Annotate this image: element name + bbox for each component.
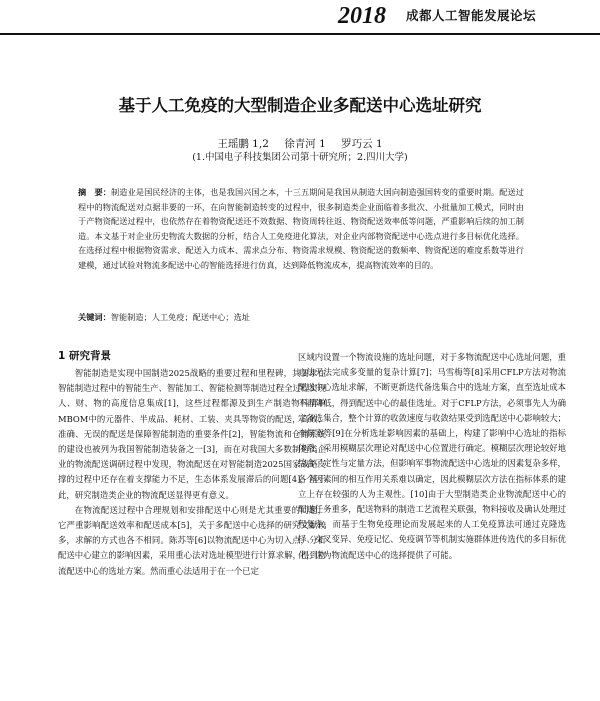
header-journal-title: 成都人工智能发展论坛 xyxy=(406,8,537,23)
abstract-text: 制造业是国民经济的主体，也是我国兴国之本，十三五期间是我国从制造大国向制造强国转变的重要时期。配送过程中的物流配送对点据非要的一环，在向智能制造转变的过程中，很多制造类企业面临着多批次、小批量加工模式，同时由于产物资配送过程中，也依然存在着物资配送还不效数据、物资周转往返、物资配送效率低等问题，严重影响后续的加工制造。本文基于对企业历史物流大数据的分析，结合人工免疫进化算法，对企业内部物资配送中心选点进行多目标优化选择。在选择过程中根据物资需求、配送入力成本、需求点分布、物资需求规模、物资配送的数频率、物资配送的难度系数等进行建模，通过试验对物流多配送中心的智能选择进行仿真，达到降低物流成本，提高物流效率的目的。 xyxy=(78,187,524,270)
keywords-label: 关键词： xyxy=(78,312,111,322)
keywords xyxy=(78,310,524,324)
body-column-right xyxy=(298,350,566,563)
abstract xyxy=(78,185,524,273)
author-3: 罗巧云 1 xyxy=(341,138,383,150)
author-2: 徐青河 1 xyxy=(284,138,326,150)
author-1: 王瑶鹏 1,2 xyxy=(217,138,269,150)
author-list xyxy=(0,137,600,151)
running-header xyxy=(0,0,600,36)
body-paragraph: 智能制造是实现中国制造2025战略的重要过程和里程碑，其要求在智能制造过程中的智能生产、智能加工、智能检测等制造过程全过程实现人、财、物的高度信息集成[1]，这些过程都源及到生产制造物料清单MBOM中的元器件、半成品、耗材、工装、夹具等物资的配送，高效、准确、无误的配送是保障智能制造的重要条件[2]，智能物流和仓储系统的建设也被列为我国智能制造装备之一[3]，而在对我国大多数制造类企业的物流配送调研过程中发现，物流配送在对智能制造2025国家战略支撑的过程中还存在着支撑能力不足，生态体系发展滞后的问题[4]，基于此，研究制造类企业的物流配送显得更有意义。 xyxy=(58,368,326,500)
keywords-text: 智能制造；人工免疫；配送中心；选址 xyxy=(110,312,250,322)
body-paragraph: 区域内设置一个物流设施的选址问题，对于多物流配送中心选址问题，重心法无法完成多变量的复杂计算[7]；马雪梅等[8]采用CFLP方法对物流配送中心选址求解，不断更新迭代备选集合中的选址方案，直至选址成本不再降低，得到配送中心的最佳选址。对于CFLP方法，必须事先人为确定备选集合，整个计算的收敛速度与收敛结果受到选配送中心影响较大；李振宽等[9]在分析选址影响因素的基础上，构建了影响中心选址的指标体系，采用模糊层次理论对配送中心位置进行确定。模糊层次理论较好地综合了定性与定量方法，但影响军事物流配送中心选址的因素复杂多样，各个因素间的相互作用关系难以确定，因此模糊层次方法在指标体系的建立上存在较强的人为主观性。[10]由于大型制造类企业物流配送中心的配送任务重多，配送物料的制造工艺流程关联强，物料接收及确认处理过程复杂，而基于生物免疫理论而发展起来的人工免疫算法可通过克隆选择、交叉变异、免疫记忆、免疫调节等机制实施群体进传选代的多目标优化，这为物流配送中心的选择提供了可能。 xyxy=(298,352,566,560)
section-heading: 1 研究背景 xyxy=(58,350,111,362)
header-rule xyxy=(0,33,600,35)
abstract-label: 摘 要： xyxy=(78,187,112,197)
body-paragraph: 在物流配送过程中合理规划和安排配送中心则是尤其重要的问题，它严重影响配送效率和配送成本[5]，关于多配送中心选择的研究文献较多，求解的方式也各不相同。陈苏等[6]以物流配送中心为切入点，分析配送中心建立的影响因素，采用重心法对选址模型进行计算求解，得到物流配送中心的选址方案。然而重心法适用于在一个已定 xyxy=(58,504,326,576)
body-column-left xyxy=(58,348,326,579)
header-year: 2018 xyxy=(338,3,386,29)
affiliation: (1.中国电子科技集团公司第十研究所；2.四川大学) xyxy=(192,152,408,163)
paper-title: 基于人工免疫的大型制造企业多配送中心选址研究 xyxy=(118,96,482,115)
